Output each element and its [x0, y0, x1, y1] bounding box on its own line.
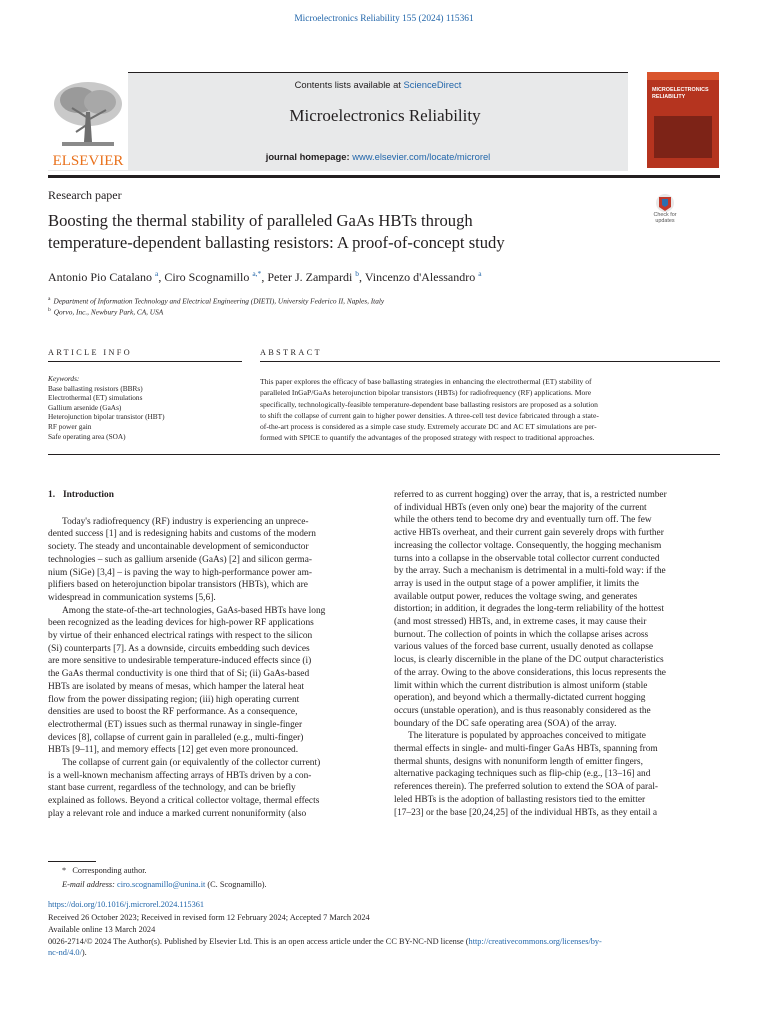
- body-text-line: available output power, reduces the voltage swing, and generates: [394, 591, 638, 602]
- body-text-line: Among the state-of-the-art technologies, GaAs-based HBTs have long: [62, 605, 326, 616]
- body-text-line: [17–23] or the base [20,24,25] of the individual HBTs, as they entail a: [394, 807, 658, 818]
- abstract-heading: ABSTRACT: [260, 348, 322, 357]
- author[interactable]: Antonio Pio Catalano $^a$: [48, 269, 159, 284]
- body-text-line: increasing the collector voltage. Consequently, the hogging mechanism: [394, 540, 662, 551]
- doi-link[interactable]: https://doi.org/10.1016/j.microrel.2024.115361: [48, 900, 205, 909]
- body-column-right: [394, 489, 720, 819]
- keyword: Base ballasting resistors (BBRs): [48, 383, 143, 393]
- body-text-line: distortion; in addition, it degrades the long-term reliability of the hottest: [394, 604, 664, 615]
- homepage-link[interactable]: www.elsevier.com/locate/microrel: [352, 151, 491, 162]
- journal-title: Microelectronics Reliability: [289, 106, 481, 125]
- body-text-line: by the array. Such a mechanism is detrimental in a multi-fold way: if the: [394, 566, 666, 577]
- body-text-line: plifiers based on heterojunction bipolar transistors (HBTs), which are: [48, 580, 308, 591]
- affiliation: $^a$ Department of Information Technology and Electrical Engineering (DIETI), University Federico II, Naples, Italy: [48, 296, 385, 306]
- body-text-line: leled HBTs is the adoption of ballasting resistors tied to the emitter: [394, 794, 646, 805]
- body-text-line: alternative packaging techniques such as flip-chip (e.g., [13–16] and: [394, 769, 651, 780]
- body-text-line: locus, is clearly discernible in the plane of the DC output characteristics: [394, 655, 664, 666]
- keyword: Safe operating area (SOA): [48, 431, 126, 441]
- sciencedirect-link[interactable]: ScienceDirect: [403, 79, 462, 90]
- body-text-line: of individual HBTs (even only one) bear the majority of the current: [394, 502, 647, 513]
- body-text-line: thermal effects in single- and multi-finger GaAs HBTs, spanning from: [394, 744, 658, 755]
- abstract-text: This paper explores the efficacy of base ballasting strategies in enhancing the electrothermal (ET) stability of paralleled InGaP/GaAs heterojunction bipolar transistors (HBTs) for radiofrequency (RF) applications. More specifically, technologically-feasible temperature-dependent base ballasting resistors are proposed as a solution to shift the collapse of current gain to higher power densities. A three-cell test device fabricated through a state- of-the-art process is considered as a simple case study. Extremely accurate DC and AC ET simulations are per- formed with SPICE to quantify the advantages of the proposed strategy with respect to traditional approaches.: [260, 377, 599, 443]
- body-text-line: play a relevant role and induce a marked current nonuniformity (also: [48, 808, 307, 819]
- keywords: Keywords: Base ballasting resistors (BBRs) Electrothermal (ET) simulations Gallium arsenide (GaAs) Heterojunction bipolar transistor (HBT) RF power gain Safe operating area (SOA): [48, 374, 248, 441]
- body-text-line: are more sensitive to undesirable temperature-induced effects since (i): [48, 656, 312, 667]
- publisher-name: ELSEVIER: [52, 153, 124, 169]
- author[interactable]: Ciro Scognamillo $^{a,*}$: [164, 269, 262, 284]
- body-text-line: occurs (unstable operation), and is thus reasonably considered as the: [394, 705, 651, 716]
- license-statement: 0026-2714/© 2024 The Author(s). Published by Elsevier Ltd. This is an open access article under the CC BY-NC-ND license (http://creativecommons.org/licenses/by- nc-nd/4.0/).: [48, 937, 602, 958]
- body-text-line: flow from the power dissipating region; (iii) high operating current: [48, 694, 300, 705]
- article-info-heading: ARTICLE INFO: [48, 348, 133, 357]
- body-text-line: of the array. Owing to the above considerations, this locus represents the: [394, 667, 666, 678]
- body-text-line: (and most stressed) HBTs, and, in extreme cases, it may cause their: [394, 617, 647, 628]
- body-text-line: is a well-known mechanism affecting arrays of HBTs driven by a con-: [48, 770, 312, 781]
- body-text-line: various values of the forced base current, usually denoted as collapse: [394, 642, 654, 653]
- body-text-line: The literature is populated by approaches conceived to mitigate: [408, 731, 646, 742]
- body-text-line: HBTs [9–11], and memory effects [12] get even more pronounced.: [48, 745, 299, 756]
- body-text-line: the GaAs thermal conductivity is one third that of Si; (ii) GaAs-based: [48, 669, 310, 680]
- header-rule: [48, 175, 720, 178]
- body-text-line: references therein). The preferred solution to extend the SOA of paral-: [394, 782, 659, 793]
- body-text-line: boundary of the DC safe operating area (SOA) of the array.: [394, 718, 617, 729]
- body-text-line: been recognized as the leading devices for high-power RF applications: [48, 618, 314, 629]
- body-text-line: The collapse of current gain (or equivalently of the collector current): [62, 758, 321, 769]
- check-for-updates-label[interactable]: Check for updates: [653, 212, 677, 224]
- body-column-left: [48, 489, 374, 821]
- body-text-line: burnout. The collection of points in which the collapse arises across: [394, 629, 649, 640]
- body-text-line: Today's radiofrequency (RF) industry is experiencing an unprece-: [62, 516, 309, 527]
- section-heading: 1. Introduction: [48, 490, 114, 500]
- body-text-line: array is used in the output stage of a power amplifier, it limits the: [394, 578, 639, 589]
- cover-image: [654, 116, 712, 158]
- body-text-line: operation), and beyond which a thermally-dictated current hogging: [394, 693, 646, 704]
- keyword: RF power gain: [48, 421, 92, 431]
- body-text-line: HBTs are isolated by means of mesas, which hamper the lateral heat: [48, 681, 305, 692]
- article-title: Boosting the thermal stability of paralleled GaAs HBTs through temperature-dependent ballasting resistors: A proof-of-concept study: [48, 211, 505, 252]
- keyword: Electrothermal (ET) simulations: [48, 393, 143, 403]
- keyword: Heterojunction bipolar transistor (HBT): [48, 412, 165, 422]
- body-text-line: by virtue of their enhanced electrical ratings with respect to the silicon: [48, 631, 313, 642]
- body-text-line: active HBTs overheat, and their current gain severely drops with further: [394, 528, 664, 539]
- body-text-line: referred to as current hogging) over the array, that is, a restricted number: [394, 490, 667, 500]
- article-type: Research paper: [48, 188, 122, 202]
- contents-line: Contents lists available at ScienceDirect: [294, 79, 462, 90]
- body-text-line: thermal shunts, designs with nonuniform length of emitter fingers,: [394, 756, 643, 767]
- body-text-line: widespread in communication systems [5,6].: [48, 592, 216, 603]
- body-text-line: turns into a collapse in the observable total collector current conducted: [394, 553, 660, 564]
- body-text-line: explained as follows. Beyond a critical collector voltage, thermal effects: [48, 796, 320, 807]
- body-text-line: devices [8], collapse of current gain in paralleled (e.g., multi-finger): [48, 732, 304, 743]
- corresponding-author-note: * Corresponding author.: [62, 866, 147, 875]
- body-text-line: dented success [1] and is redesigning habits and customs of the modern: [48, 529, 316, 540]
- email-link[interactable]: ciro.scognamillo@unina.it: [117, 880, 206, 889]
- elsevier-tree-logo: [48, 72, 128, 170]
- license-link[interactable]: http://creativecommons.org/licenses/by-: [468, 937, 602, 946]
- author[interactable]: Peter J. Zampardi $^b$: [267, 269, 360, 284]
- author[interactable]: Vincenzo d'Alessandro $^a$: [364, 269, 482, 284]
- body-text-line: nium (SiGe) [3,4] – is paving the way to high-performance power am-: [48, 567, 312, 578]
- body-text-line: stant base current, regardless of the technology, and can be briefly: [48, 783, 296, 794]
- keyword: Gallium arsenide (GaAs): [48, 402, 122, 412]
- body-text-line: limit within which the current distribution is almost uniform (stable: [394, 680, 648, 691]
- body-text-line: electrothermal (ET) issues such as thermal runaway in single-finger: [48, 719, 303, 730]
- body-text-line: densities are used to boost the RF performance. As a consequence,: [48, 707, 298, 718]
- email-note: E-mail address: ciro.scognamillo@unina.it (C. Scognamillo).: [62, 880, 267, 889]
- affiliation: $^b$ Qorvo, Inc., Newbury Park, CA, USA: [48, 307, 164, 317]
- body-text-line: while the others tend to become dry and eventually turn off. The few: [394, 515, 652, 526]
- journal-cover[interactable]: MICROELECTRONICS RELIABILITY: [647, 72, 719, 168]
- journal-homepage: journal homepage: www.elsevier.com/locate/microrel: [265, 151, 491, 162]
- author-list: Antonio Pio Catalano $^a$, Ciro Scognamillo $^{a,*}$, Peter J. Zampardi $^b$, Vincenzo d'Alessandro $^a$: [48, 269, 482, 284]
- received-dates: Received 26 October 2023; Received in revised form 12 February 2024; Accepted 7 March 2024: [48, 913, 370, 922]
- available-online: Available online 13 March 2024: [48, 925, 156, 934]
- journal-reference[interactable]: Microelectronics Reliability 155 (2024) 115361: [294, 14, 474, 24]
- body-text-line: society. The steady and uncontainable development of semiconductor: [48, 542, 309, 553]
- body-text-line: technologies – such as gallium arsenide (GaAs) [2] and silicon germa-: [48, 554, 312, 565]
- body-text-line: (Si) counterparts [7]. As a downside, circuits embedding such devices: [48, 643, 310, 654]
